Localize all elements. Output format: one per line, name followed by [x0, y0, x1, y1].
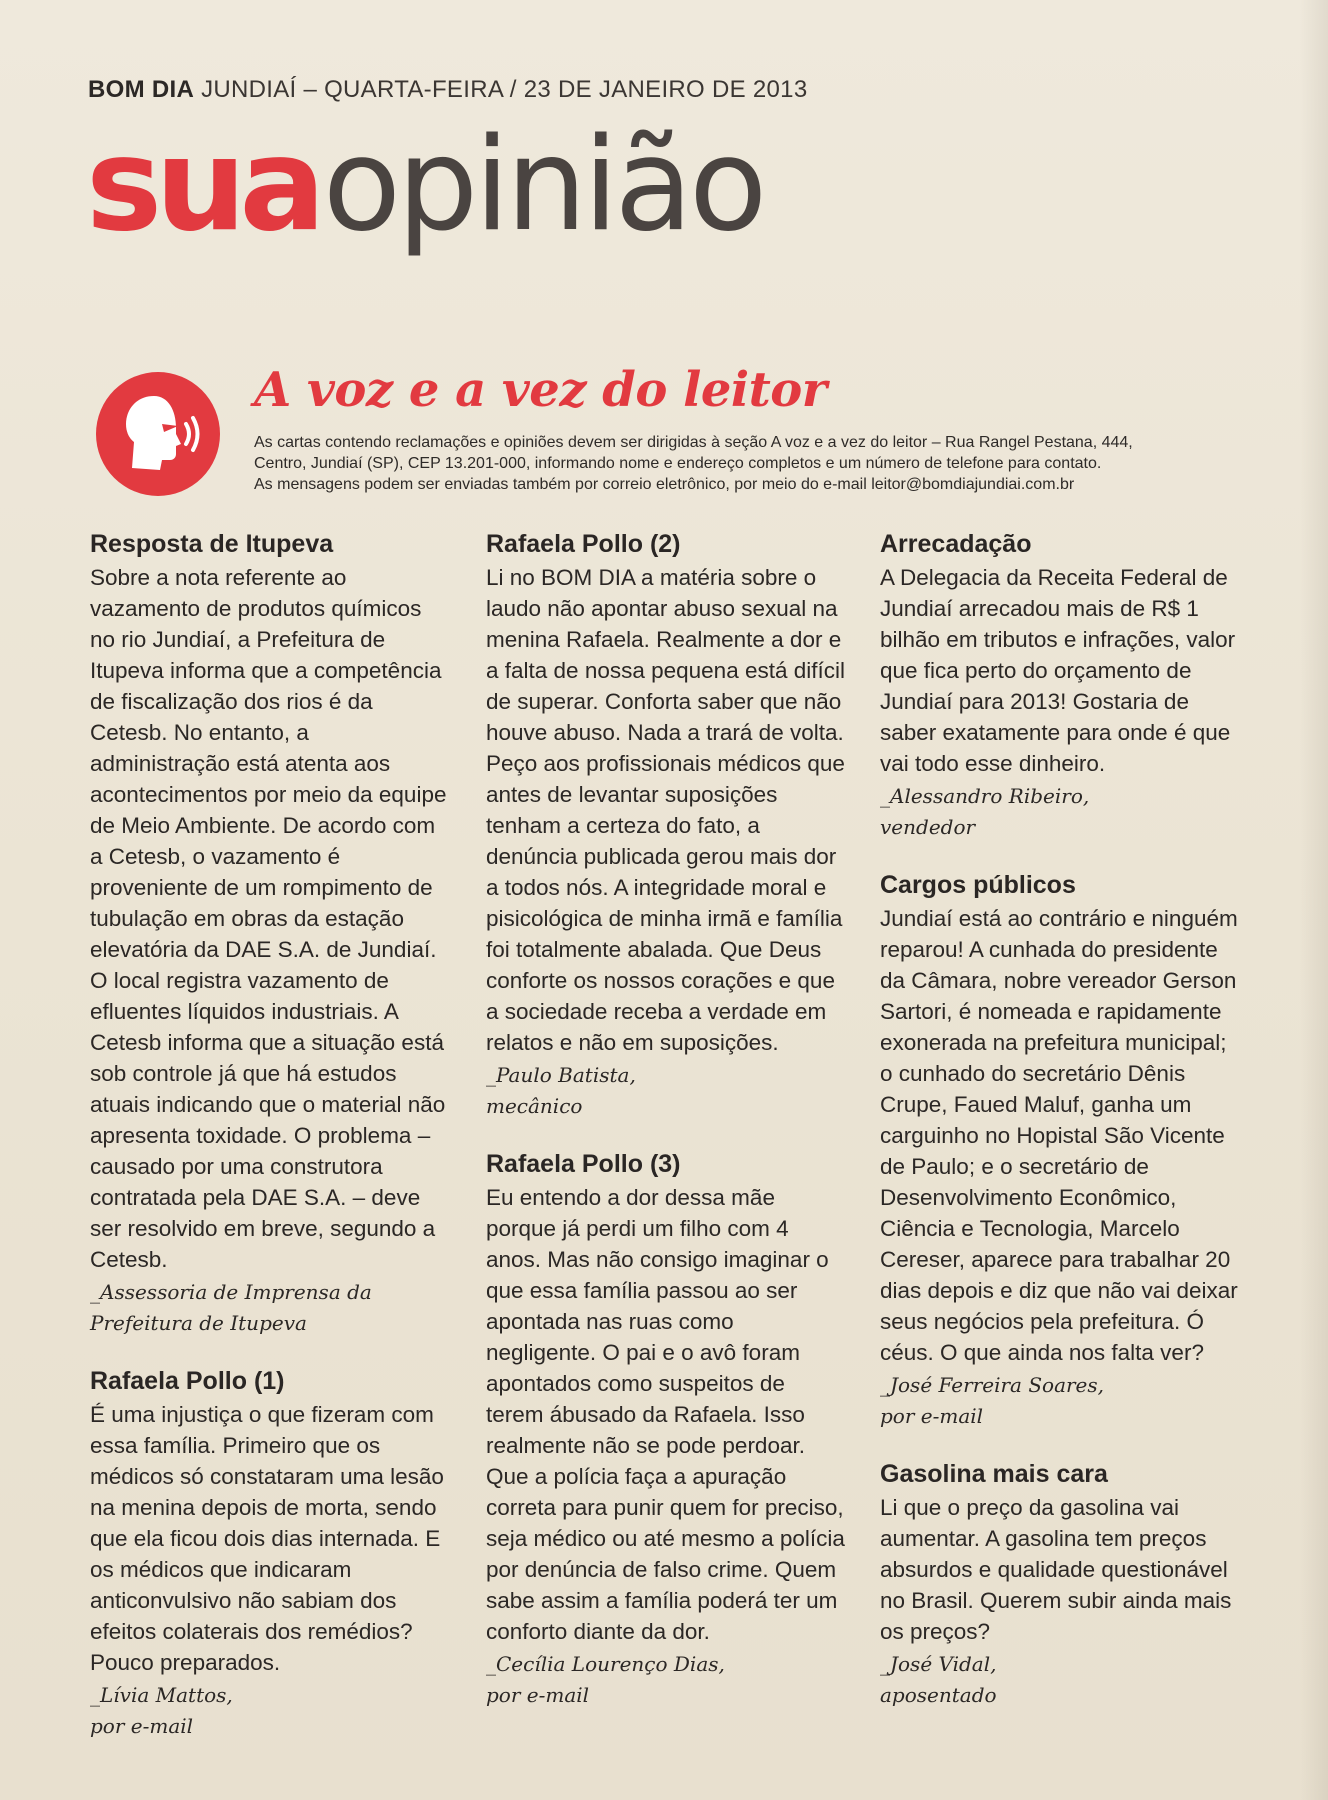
signature-detail: por e-mail — [880, 1404, 984, 1428]
intro-line: As cartas contendo reclamações e opiniões devem ser dirigidas à seção A voz e a vez do leitor – Rua Rangel Pestana, 444, — [254, 434, 1133, 451]
page-title — [86, 111, 764, 272]
date-text: JUNDIAÍ – QUARTA-FEIRA / 23 DE JANEIRO DE 2013 — [201, 76, 808, 103]
signature-name: _José Vidal, — [880, 1652, 997, 1676]
column-3 — [880, 528, 1242, 1737]
letter-signature — [486, 1060, 848, 1122]
signature-detail: vendedor — [880, 815, 976, 839]
letter-signature — [90, 1277, 452, 1339]
column-1 — [90, 528, 452, 1768]
letter-signature — [486, 1649, 848, 1711]
section-intro — [254, 432, 1254, 495]
letter-title: Rafaela Pollo (3) — [486, 1150, 681, 1178]
letter-body: A Delegacia da Receita Federal de Jundiaí arrecadou mais de R$ 1 bilhão em tributos e infrações, valor que fica perto do orçamento de Jundiaí para 2013! Gostaria de saber exatamente para onde é que vai todo esse dinheiro. — [880, 565, 1236, 776]
signature-name: _Lívia Mattos, — [90, 1683, 233, 1707]
letter-body: Eu entendo a dor dessa mãe porque já perdi um filho com 4 anos. Mas não consigo imaginar o que essa família passou ao ser apontada nas ruas como negligente. O pai e o avô foram apontados como suspeitos de terem ábusado da Rafaela. Isso realmente não se pode perdoar. Que a polícia faça a apuração correta para punir quem for preciso, seja médico ou até mesmo a polícia por denúncia de falso crime. Quem sabe assim a família poderá ter um conforto diante da dor. — [486, 1185, 845, 1644]
letter-signature — [90, 1680, 452, 1742]
column-2 — [486, 528, 848, 1737]
signature-name: _Alessandro Ribeiro, — [880, 784, 1090, 808]
letter-body: Li que o preço da gasolina vai aumentar. A gasolina tem preços absurdos e qualidade questionável no Brasil. Querem subir ainda mais os preços? — [880, 1495, 1232, 1644]
letter-title: Rafaela Pollo (2) — [486, 530, 681, 558]
letter-body: Li no BOM DIA a matéria sobre o laudo não apontar abuso sexual na menina Rafaela. Realmente a dor e a falta de nossa pequena está difícil de superar. Conforta saber que não houve abuso. Nada a trará de volta. Peço aos profissionais médicos que antes de levantar suposições tenham a certeza do fato, a denúncia publicada gerou mais dor a todos nós. A integridade moral e pisicológica de minha irmã e família foi totalmente abalada. Que Deus conforte os nossos corações e que a sociedade receba a verdade em relatos e não em suposições. — [486, 565, 846, 1055]
letter-title: Rafaela Pollo (1) — [90, 1367, 285, 1395]
letter — [90, 1365, 452, 1742]
letter-signature — [880, 781, 1242, 843]
signature-name: _Paulo Batista, — [486, 1063, 636, 1087]
letter — [486, 1148, 848, 1711]
letter — [880, 869, 1242, 1432]
letter — [880, 528, 1242, 843]
letter-signature — [880, 1370, 1242, 1432]
section-title: A voz e a vez do leitor — [254, 362, 827, 418]
letter-signature — [880, 1649, 1242, 1711]
signature-detail: Prefeitura de Itupeva — [90, 1311, 307, 1335]
dateline — [88, 76, 807, 104]
title-sua: sua — [86, 111, 319, 260]
signature-name: _Assessoria de Imprensa da — [90, 1280, 372, 1304]
intro-line: As mensagens podem ser enviadas também por correio eletrônico, por meio do e-mail leitor@bomdiajundiai.com.br — [254, 476, 1075, 493]
title-opiniao: opinião — [322, 111, 764, 260]
signature-detail: mecânico — [486, 1094, 583, 1118]
page-fold-shadow — [1300, 0, 1328, 1800]
letter-body: Jundiaí está ao contrário e ninguém reparou! A cunhada do presidente da Câmara, nobre vereador Gerson Sartori, é nomeada e rapidamente exonerada na prefeitura municipal; o cunhado do secretário Dênis Crupe, Faued Maluf, ganha um carguinho no Hopistal São Vicente de Paulo; e o secretário de Desenvolvimento Econômico, Ciência e Tecnologia, Marcelo Cereser, aparece para trabalhar 20 dias depois e diz que não vai deixar seus negócios pela prefeitura. Ó céus. O que ainda nos falta ver? — [880, 906, 1238, 1365]
letter-title: Cargos públicos — [880, 871, 1076, 899]
signature-detail: por e-mail — [486, 1683, 590, 1707]
letter — [486, 528, 848, 1122]
signature-name: _José Ferreira Soares, — [880, 1373, 1105, 1397]
letter — [880, 1458, 1242, 1711]
letter-body: É uma injustiça o que fizeram com essa família. Primeiro que os médicos só constataram uma lesão na menina depois de morta, sendo que ela ficou dois dias internada. E os médicos que indicaram anticonvulsivo não sabiam dos efeitos colaterais dos remédios? Pouco preparados. — [90, 1402, 444, 1675]
letter-title: Gasolina mais cara — [880, 1460, 1108, 1488]
letter-title: Arrecadação — [880, 530, 1032, 558]
letter-body: Sobre a nota referente ao vazamento de produtos químicos no rio Jundiaí, a Prefeitura de Itupeva informa que a competência de fiscalização dos rios é da Cetesb. No entanto, a administração está atenta aos acontecimentos por meio da equipe de Meio Ambiente. De acordo com a Cetesb, o vazamento é proveniente de um rompimento de tubulação em obras da estação elevatória da DAE S.A. de Jundiaí. O local registra vazamento de efluentes líquidos industriais. A Cetesb informa que a situação está sob controle já que há estudos atuais indicando que o material não apresenta toxidade. O problema – causado por uma construtora contratada pela DAE S.A. – deve ser resolvido em breve, segundo a Cetesb. — [90, 565, 447, 1272]
intro-line: Centro, Jundiaí (SP), CEP 13.201-000, informando nome e endereço completos e um número de telefone para contato. — [254, 455, 1102, 472]
signature-detail: por e-mail — [90, 1714, 194, 1738]
signature-name: _Cecília Lourenço Dias, — [486, 1652, 725, 1676]
brand-name: BOM DIA — [88, 76, 195, 103]
letter-title: Resposta de Itupeva — [90, 530, 334, 558]
letter — [90, 528, 452, 1339]
speaking-head-icon — [96, 372, 220, 496]
signature-detail: aposentado — [880, 1683, 997, 1707]
